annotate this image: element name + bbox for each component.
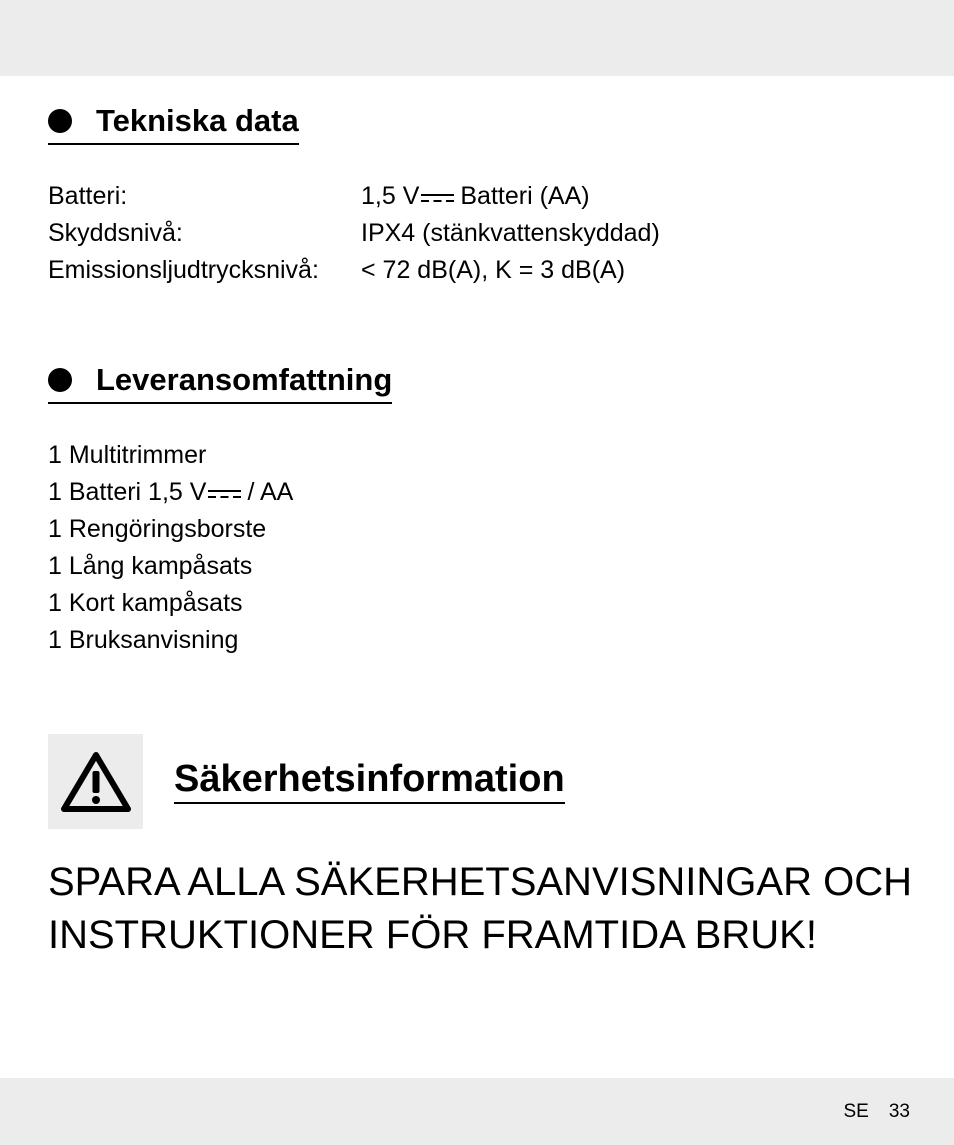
callout-line: SPARA ALLA SÄKERHETSANVISNINGAR OCH [48, 860, 912, 904]
spec-table [48, 178, 660, 289]
list-item: 1 Rengöringsborste [48, 515, 267, 543]
warning-triangle-icon [60, 751, 132, 813]
direct-current-icon [421, 194, 454, 202]
delivery-list [48, 437, 293, 659]
warning-box [48, 734, 143, 829]
direct-current-icon [208, 490, 241, 498]
spec-value-suffix: Batteri (AA) [460, 182, 590, 210]
spec-value: IPX4 (stänkvattenskyddad) [361, 219, 660, 247]
spec-label: Emissionsljudtrycksnivå: [48, 256, 319, 284]
section-title: Tekniska data [96, 103, 299, 138]
spec-row [48, 215, 660, 252]
spec-value: < 72 dB(A), K = 3 dB(A) [361, 256, 626, 284]
section-heading-delivery [48, 362, 392, 404]
list-item [48, 474, 293, 511]
page-footer [844, 1100, 911, 1124]
bottom-band [0, 1078, 954, 1145]
list-item: 1 Kort kampåsats [48, 589, 243, 617]
safety-title: Säkerhetsinformation [174, 756, 565, 804]
callout-line: INSTRUKTIONER FÖR FRAMTIDA BRUK! [48, 913, 817, 957]
spec-label: Batteri: [48, 182, 128, 210]
section-title: Leveransomfattning [96, 362, 393, 397]
page-number: 33 [888, 1101, 910, 1122]
bullet-icon [48, 109, 72, 133]
list-item-prefix: 1 Batteri 1,5 V [48, 478, 207, 506]
spec-row [48, 252, 660, 289]
list-item-suffix: / AA [247, 478, 294, 506]
top-band [0, 0, 954, 76]
section-heading-technical [48, 103, 299, 145]
language-code: SE [843, 1101, 869, 1122]
list-item: 1 Multitrimmer [48, 441, 207, 469]
bullet-icon [48, 368, 72, 392]
list-item: 1 Lång kampåsats [48, 552, 253, 580]
spec-value [361, 178, 590, 215]
safety-callout [48, 856, 928, 962]
spec-value-prefix: 1,5 V [361, 182, 420, 210]
spec-label: Skyddsnivå: [48, 219, 183, 247]
spec-row [48, 178, 660, 215]
list-item: 1 Bruksanvisning [48, 626, 239, 654]
